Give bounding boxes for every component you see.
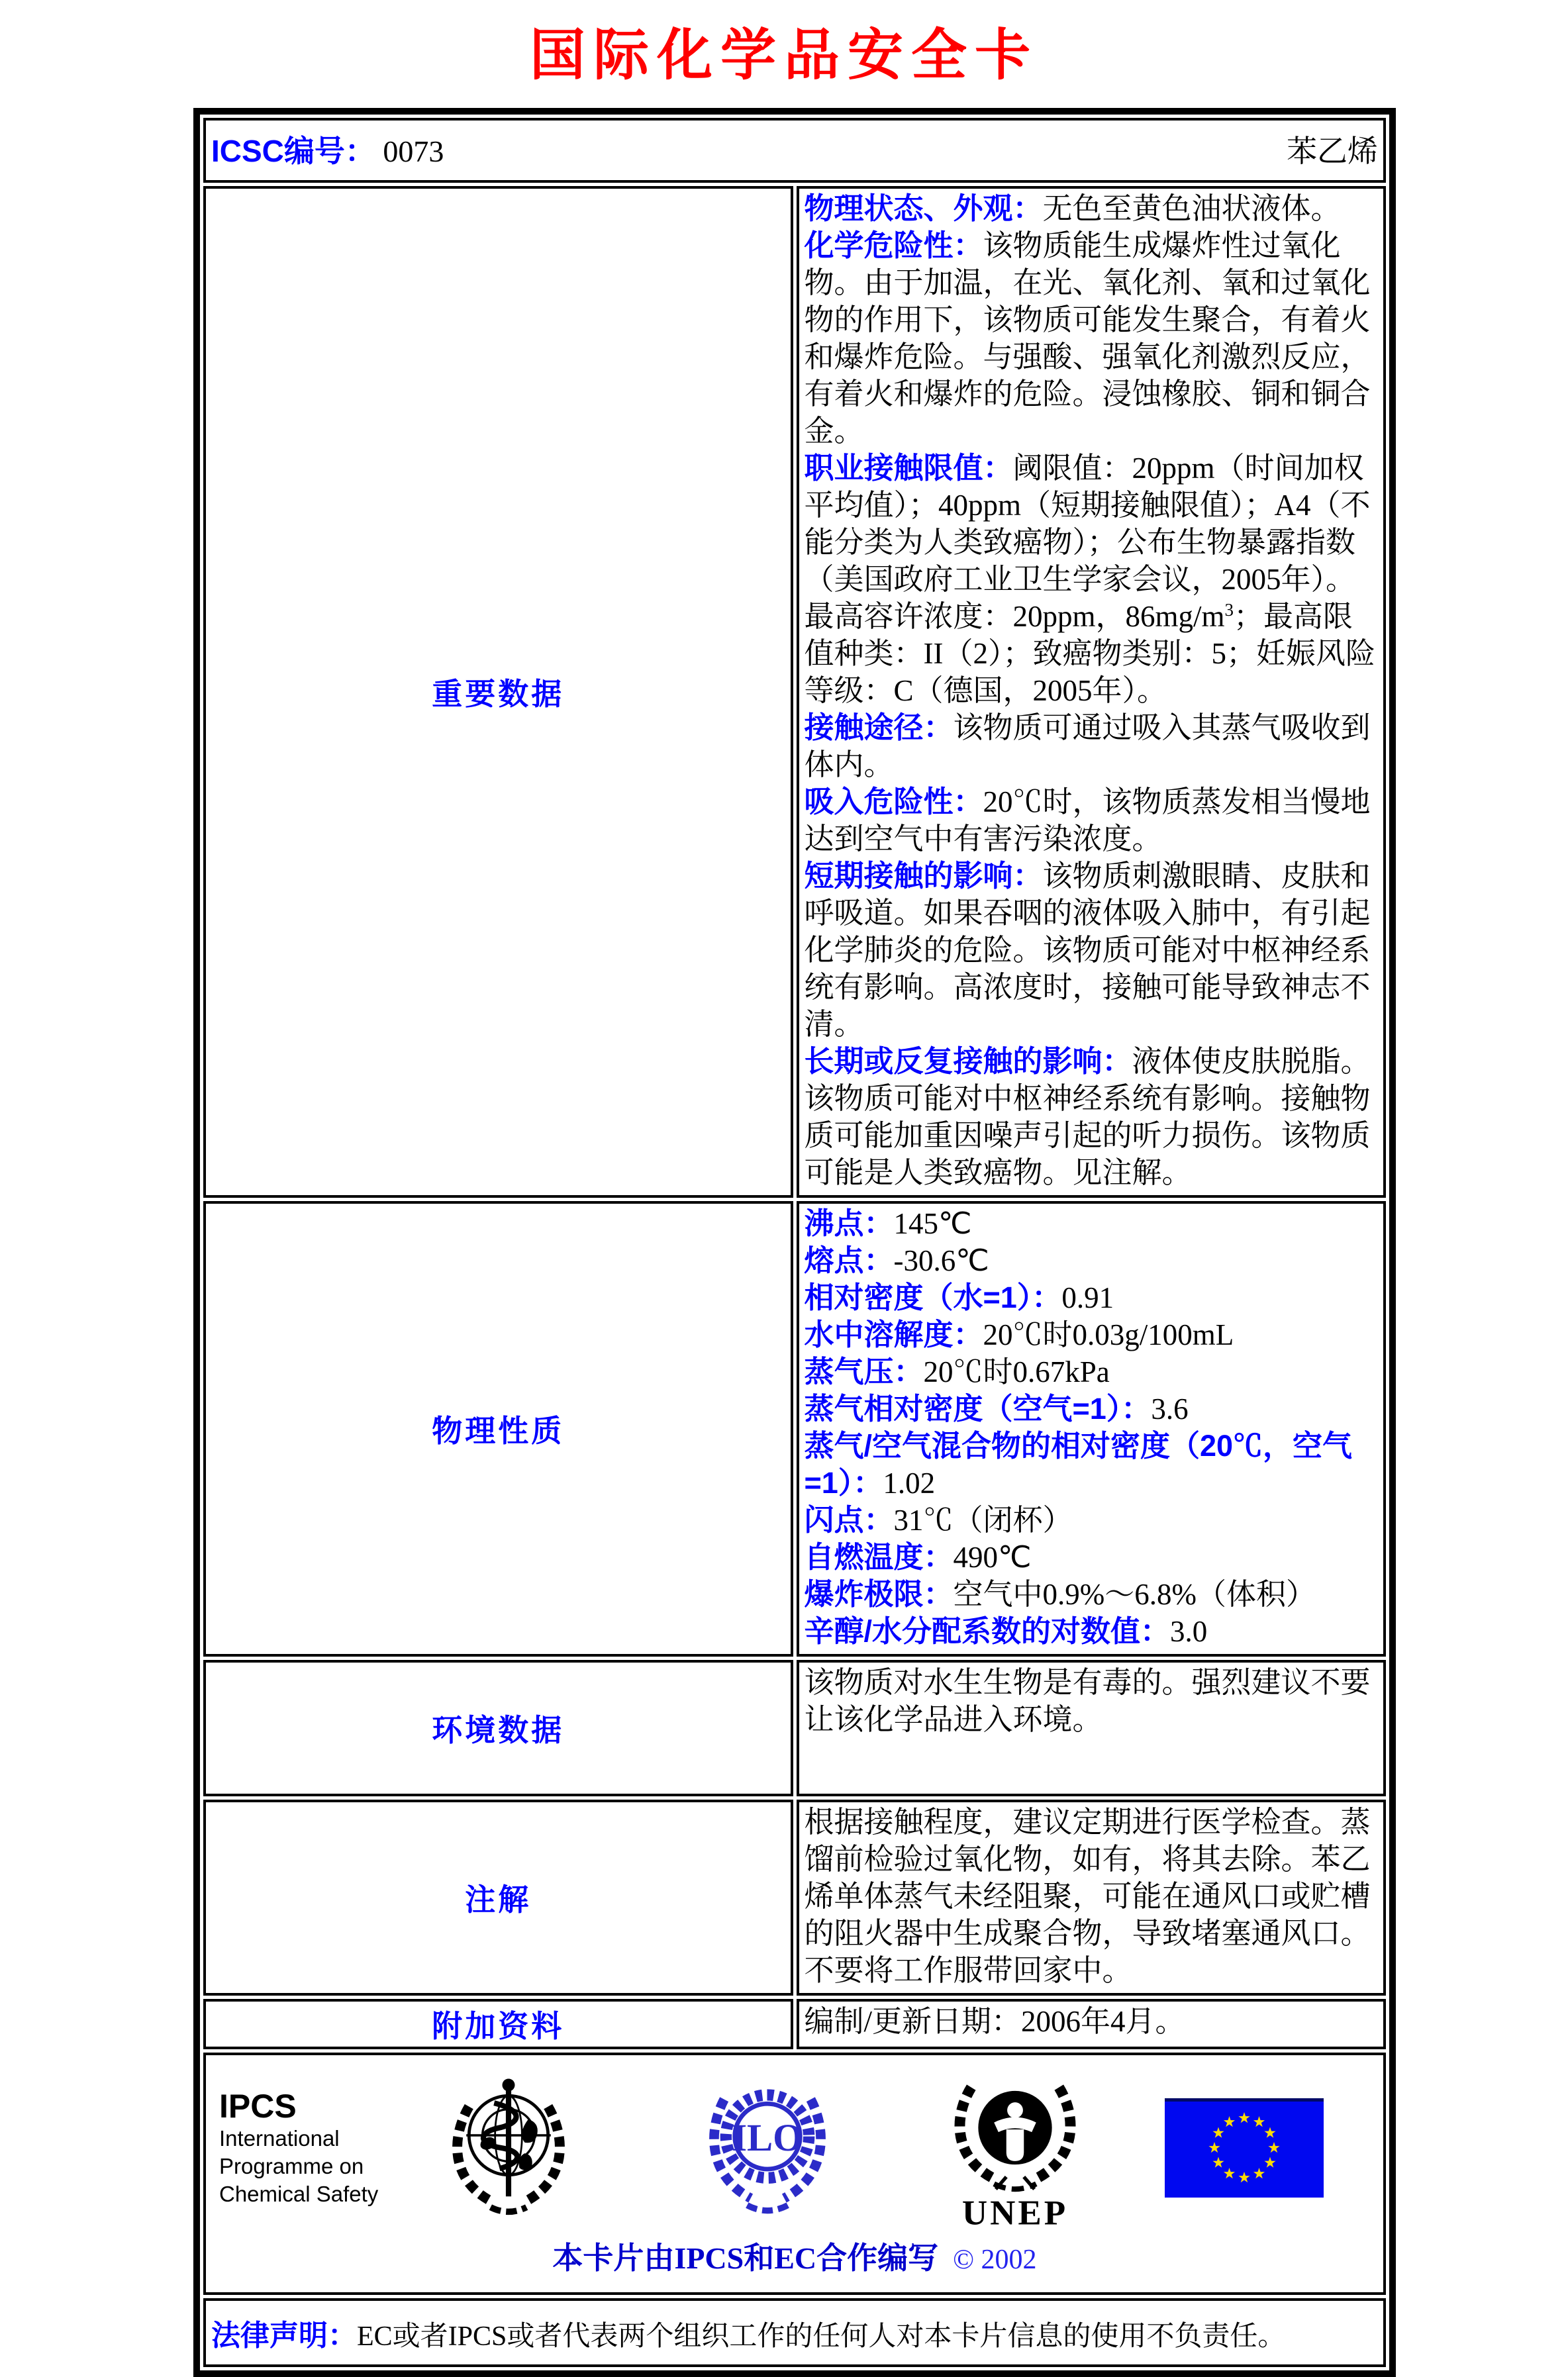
legal-cell bbox=[203, 2298, 1386, 2367]
paragraph: 蒸气/空气混合物的相对密度（20℃，空气=1）：1.02 bbox=[804, 1429, 1353, 1500]
paragraph: 爆炸极限：空气中0.9%～6.8%（体积） bbox=[804, 1577, 1316, 1611]
icsc-card-table bbox=[193, 108, 1396, 2377]
section-label-important-data: 重要数据 bbox=[203, 186, 793, 1198]
chemical-name: 苯乙烯 bbox=[1287, 134, 1378, 168]
ilo-logo-icon bbox=[701, 2072, 834, 2224]
caption-copyright: © 2002 bbox=[953, 2245, 1037, 2275]
legal-text: EC或者IPCS或者代表两个组织工作的任何人对本卡片信息的使用不负责任。 bbox=[357, 2321, 1286, 2352]
ipcs-subtitle-line2: Programme on bbox=[219, 2154, 364, 2178]
paragraph: 吸入危险性：20℃时，该物质蒸发相当慢地达到空气中有害污染浓度。 bbox=[804, 785, 1371, 855]
header-row bbox=[203, 118, 1386, 183]
paragraph: 辛醇/水分配系数的对数值：3.0 bbox=[804, 1614, 1208, 1648]
paragraph: 短期接触的影响：该物质刺激眼睛、皮肤和呼吸道。如果吞咽的液体吸入肺中，有引起化学肺炎的危险。该物质可能对中枢神经系统有影响。高浓度时，接触可能导致神志不清。 bbox=[804, 859, 1371, 1041]
section-content-notes bbox=[797, 1800, 1387, 1996]
section-content-physical-properties bbox=[797, 1201, 1387, 1657]
section-label-physical-properties: 物理性质 bbox=[203, 1201, 793, 1657]
section-label-additional-info: 附加资料 bbox=[203, 1999, 793, 2049]
paragraph: 相对密度（水=1）：0.91 bbox=[804, 1281, 1114, 1314]
ipcs-text-block bbox=[219, 2088, 418, 2208]
paragraph: 接触途径：该物质可通过吸入其蒸气吸收到体内。 bbox=[804, 710, 1371, 781]
row-notes bbox=[203, 1800, 1386, 1996]
caption-text: 本卡片由IPCS和EC合作编写 bbox=[552, 2241, 939, 2275]
icsc-number-value: 0073 bbox=[383, 134, 444, 168]
ipcs-subtitle-line1: International bbox=[219, 2126, 340, 2151]
paragraph: 职业接触限值：阈限值：20ppm（时间加权平均值）；40ppm（短期接触限值）；A4（不能分类为人类致癌物）；公布生物暴露指数（美国政府工业卫生学家会议，2005年）。最高容许浓度：20ppm，$86mg/m^3$；最高限值种类：II（2）；致癌物类别：5；妊娠风险等级：C（德国，2005年）。 bbox=[804, 451, 1375, 707]
paragraph: 编制/更新日期：2006年4月。 bbox=[804, 2005, 1185, 2038]
row-logos bbox=[203, 2053, 1386, 2295]
icsc-number-label: ICSC编号： bbox=[211, 134, 375, 168]
row-important-data bbox=[203, 186, 1386, 1198]
section-content-environmental-data bbox=[797, 1660, 1387, 1796]
who-logo-icon bbox=[446, 2072, 571, 2223]
row-environmental-data bbox=[203, 1660, 1386, 1796]
header-cell bbox=[203, 118, 1386, 183]
footer-cell bbox=[203, 2053, 1386, 2295]
row-physical-properties bbox=[203, 1201, 1386, 1657]
row-additional-info bbox=[203, 1999, 1386, 2049]
unep-logo-icon bbox=[945, 2064, 1085, 2231]
paragraph: 根据接触程度，建议定期进行医学检查。蒸馏前检验过氧化物，如有，将其去除。苯乙烯单体蒸气未经阻聚，可能在通风口或贮槽的阻火器中生成聚合物，导致堵塞通风口。不要将工作服带回家中。 bbox=[804, 1806, 1371, 1987]
logo-strip bbox=[213, 2064, 1377, 2231]
ipcs-title: IPCS bbox=[219, 2088, 297, 2125]
section-content-important-data bbox=[797, 186, 1387, 1198]
paragraph: 沸点：145℃ bbox=[804, 1206, 972, 1240]
legal-label: 法律声明： bbox=[211, 2319, 357, 2352]
section-label-notes: 注解 bbox=[203, 1800, 793, 1996]
page-title: 国际化学品安全卡 bbox=[529, 24, 1038, 86]
eu-flag-icon bbox=[1165, 2098, 1324, 2198]
ipcs-subtitle-line3: Chemical Safety bbox=[219, 2182, 379, 2206]
paragraph: 水中溶解度：20℃时0.03g/100mL bbox=[804, 1318, 1234, 1351]
icsc-number-group bbox=[211, 127, 444, 171]
card-caption bbox=[213, 2234, 1377, 2278]
paragraph: 长期或反复接触的影响：液体使皮肤脱脂。该物质可能对中枢神经系统有影响。接触物质可能加重因噪声引起的听力损伤。该物质可能是人类致癌物。见注解。 bbox=[804, 1044, 1371, 1189]
row-legal-notice bbox=[203, 2298, 1386, 2367]
paragraph: 化学危险性：该物质能生成爆炸性过氧化物。由于加温，在光、氧化剂、氧和过氧化物的作用下，该物质可能发生聚合，有着火和爆炸危险。与强酸、强氧化剂激烈反应，有着火和爆炸的危险。浸蚀橡胶、铜和铜合金。 bbox=[804, 228, 1371, 448]
paragraph: 自燃温度：490℃ bbox=[804, 1540, 1032, 1574]
paragraph: 蒸气相对密度（空气=1）：3.6 bbox=[804, 1392, 1189, 1426]
section-content-additional-info bbox=[797, 1999, 1387, 2049]
paragraph: 闪点：31℃（闭杯） bbox=[804, 1503, 1073, 1537]
paragraph: 蒸气压：20℃时0.67kPa bbox=[804, 1355, 1110, 1388]
paragraph: 该物质对水生生物是有毒的。强烈建议不要让该化学品进入环境。 bbox=[804, 1666, 1371, 1736]
paragraph: 熔点：-30.6℃ bbox=[804, 1243, 989, 1277]
paragraph: 物理状态、外观：无色至黄色油状液体。 bbox=[804, 191, 1341, 225]
section-label-environmental-data: 环境数据 bbox=[203, 1660, 793, 1796]
ilo-logo-text: ILO bbox=[732, 2116, 803, 2159]
unep-logo-text: UNEP bbox=[961, 2194, 1069, 2231]
